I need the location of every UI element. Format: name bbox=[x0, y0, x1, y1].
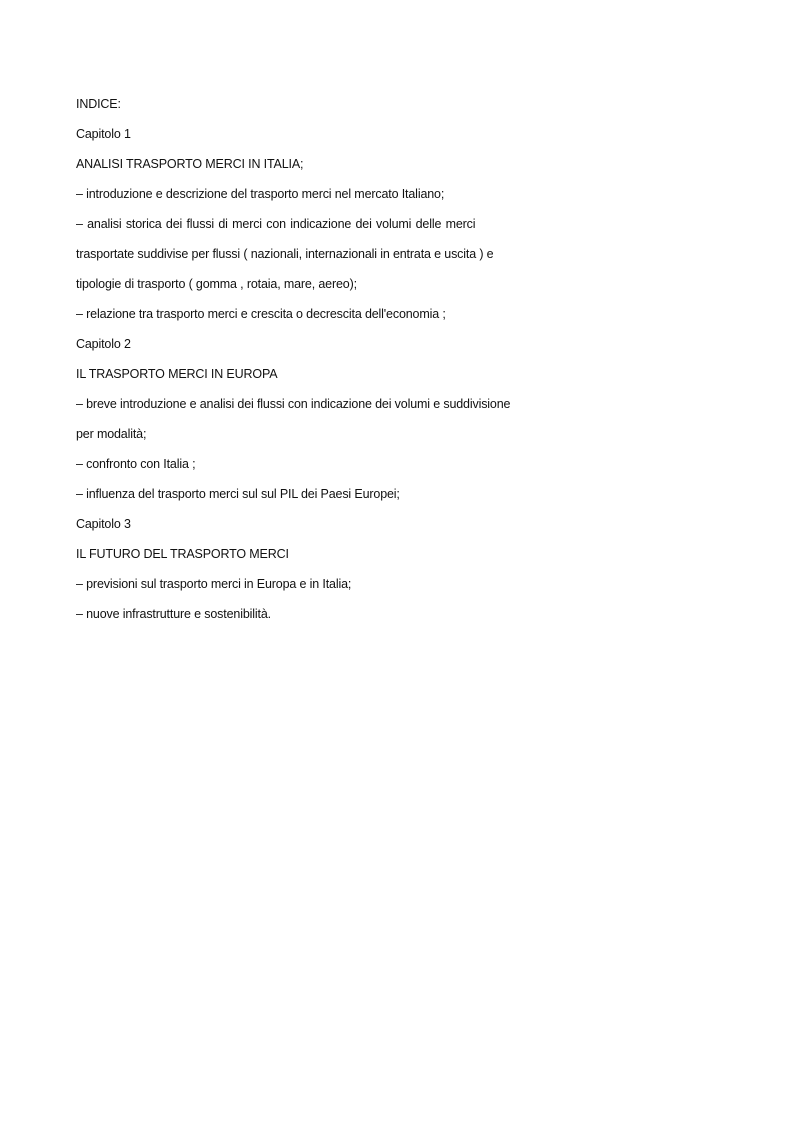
chapter-1-item-continued: trasportate suddivise per flussi ( nazionali, internazionali in entrata e uscita ) e bbox=[76, 247, 494, 261]
chapter-3-item: – previsioni sul trasporto merci in Europa e in Italia; bbox=[76, 577, 352, 591]
chapter-1-item-continued: tipologie di trasporto ( gomma , rotaia, mare, aereo); bbox=[76, 277, 357, 291]
chapter-2-item: – breve introduzione e analisi dei flussi con indicazione dei volumi e suddivisione bbox=[76, 397, 511, 411]
chapter-3-label: Capitolo 3 bbox=[76, 517, 131, 531]
chapter-1-title: ANALISI TRASPORTO MERCI IN ITALIA; bbox=[76, 157, 304, 171]
chapter-3-title: IL FUTURO DEL TRASPORTO MERCI bbox=[76, 547, 289, 561]
chapter-3-item: – nuove infrastrutture e sostenibilità. bbox=[76, 607, 271, 621]
chapter-1-item: – analisi storica dei flussi di merci con indicazione dei volumi delle merci bbox=[76, 217, 476, 231]
chapter-2-item: – influenza del trasporto merci sul sul PIL dei Paesi Europei; bbox=[76, 487, 400, 501]
chapter-2-label: Capitolo 2 bbox=[76, 337, 131, 351]
chapter-1-label: Capitolo 1 bbox=[76, 127, 131, 141]
chapter-2-title: IL TRASPORTO MERCI IN EUROPA bbox=[76, 367, 278, 381]
chapter-2-item-continued: per modalità; bbox=[76, 427, 147, 441]
index-content bbox=[76, 94, 716, 634]
chapter-2-item: – confronto con Italia ; bbox=[76, 457, 196, 471]
index-heading: INDICE: bbox=[76, 97, 121, 111]
chapter-1-item: – introduzione e descrizione del trasporto merci nel mercato Italiano; bbox=[76, 187, 445, 201]
chapter-1-item: – relazione tra trasporto merci e crescita o decrescita dell'economia ; bbox=[76, 307, 446, 321]
